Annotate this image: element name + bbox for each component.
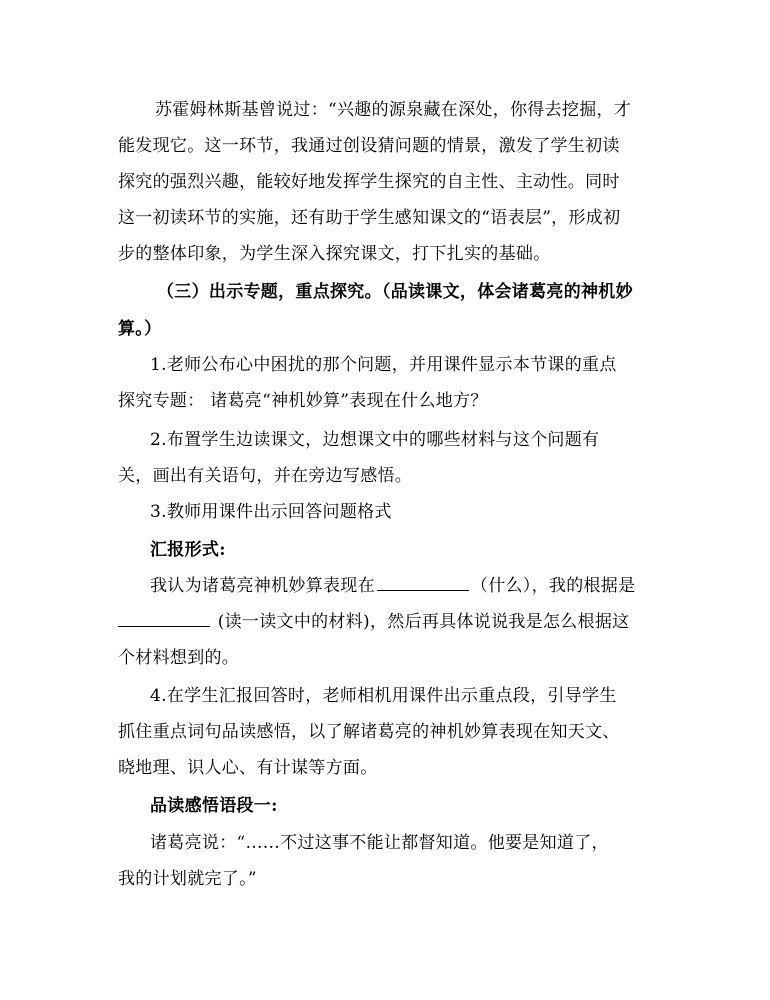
paragraph-line: 能发现它。这一环节，我通过创设猜问题的情景，激发了学生初读 bbox=[118, 136, 620, 156]
answer-blank bbox=[118, 612, 210, 627]
quote-line: 诸葛亮说：“……不过这事不能让都督知道。他要是知道了， bbox=[150, 833, 609, 853]
step-line: 晓地理、识人心、有计谋等方面。 bbox=[118, 758, 378, 778]
section-heading: 算。） bbox=[118, 319, 162, 339]
report-heading: 汇报形式: bbox=[150, 540, 226, 560]
step-line: 抓住重点词句品读感悟，以了解诸葛亮的神机妙算表现在知天文、 bbox=[118, 722, 620, 742]
report-text: （什么），我的根据是 bbox=[470, 576, 636, 596]
report-text: (读一读文中的材料)，然后再具体说说我是怎么根据这 bbox=[212, 612, 630, 632]
paragraph-line: 苏霍姆林斯基曾说过：“兴趣的源泉藏在深处，你得去挖掘，才 bbox=[155, 100, 632, 120]
paragraph-line: 这一初读环节的实施，还有助于学生感知课文的“语表层”，形成初 bbox=[118, 208, 621, 228]
step-line: 关，画出有关语句，并在旁边写感悟。 bbox=[118, 466, 413, 486]
report-line bbox=[0, 574, 770, 598]
report-text: 我认为诸葛亮神机妙算表现在 bbox=[150, 576, 375, 596]
step-line: 2.布置学生边读课文，边想课文中的哪些材料与这个问题有 bbox=[150, 430, 600, 450]
paragraph-line: 探究的强烈兴趣，能较好地发挥学生探究的自主性、主动性。同时 bbox=[118, 172, 620, 192]
report-line: 个材料想到的。 bbox=[118, 648, 240, 668]
step-line: 探究专题： 诸葛亮“神机妙算”表现在什么地方？ bbox=[118, 391, 488, 411]
paragraph-line: 步的整体印象，为学生深入探究课文，打下扎实的基础。 bbox=[118, 244, 551, 264]
section-heading: （三）出示专题，重点探究。（品读课文，体会诸葛亮的神机妙 bbox=[157, 282, 633, 302]
answer-blank bbox=[377, 576, 469, 591]
step-line: 4.在学生汇报回答时，老师相机用课件出示重点段，引导学生 bbox=[150, 686, 617, 706]
report-line bbox=[0, 610, 770, 634]
step-line: 3.教师用课件出示回答问题格式 bbox=[150, 502, 392, 522]
quote-line: 我的计划就完了。” bbox=[118, 869, 257, 889]
step-line: 1.老师公布心中困扰的那个问题，并用课件显示本节课的重点 bbox=[150, 355, 617, 375]
read-heading: 品读感悟语段一: bbox=[150, 796, 278, 816]
